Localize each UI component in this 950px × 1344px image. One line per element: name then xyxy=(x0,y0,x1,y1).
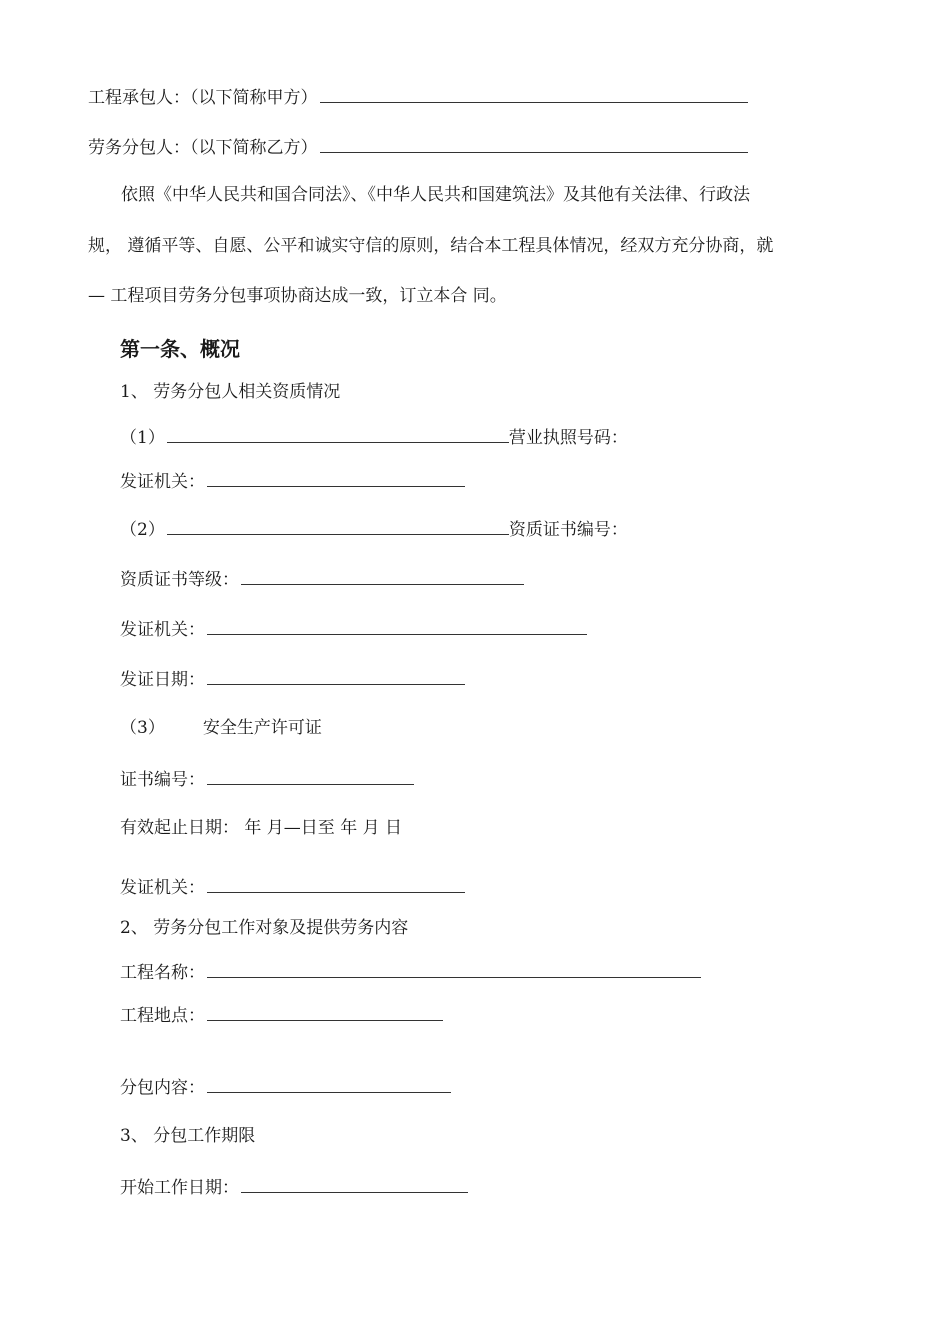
item-3-cert-no-blank[interactable] xyxy=(207,768,414,785)
item-3-cert-no-label: 证书编号： xyxy=(120,770,205,790)
qualification-cert-no-label: 资质证书编号： xyxy=(508,520,628,540)
business-license-label: 营业执照号码： xyxy=(508,428,628,448)
item-3-cert-no-line xyxy=(120,768,414,790)
item-1-blank[interactable] xyxy=(167,426,509,443)
item-2-date-blank[interactable] xyxy=(207,668,465,685)
preamble-line-2: 规， 遵循平等、自愿、公平和诚实守信的原则，结合本工程具体情况，经双方充分协商，就 xyxy=(88,236,774,256)
item-3-line xyxy=(120,718,322,738)
subcontract-content-label: 分包内容： xyxy=(120,1078,205,1098)
start-date-label: 开始工作日期： xyxy=(120,1178,239,1198)
party-b-label: 劳务分包人：（以下简称乙方） xyxy=(88,138,318,158)
project-location-line xyxy=(120,1004,443,1026)
item-3-authority-blank[interactable] xyxy=(207,876,465,893)
preamble-line-3: — 工程项目劳务分包事项协商达成一致，订立本合 同。 xyxy=(88,286,507,306)
party-a-line xyxy=(88,86,748,108)
item-3-authority-label: 发证机关： xyxy=(120,878,205,898)
item-2-authority-label: 发证机关： xyxy=(120,620,205,640)
party-b-line xyxy=(88,136,748,158)
item-2-authority-line xyxy=(120,618,587,640)
item-2-grade-label: 资质证书等级： xyxy=(120,570,239,590)
start-date-line xyxy=(120,1176,468,1198)
project-name-line xyxy=(120,961,701,983)
project-location-label: 工程地点： xyxy=(120,1006,205,1026)
item-2-prefix: （2） xyxy=(120,520,165,540)
item-1-authority-line xyxy=(120,470,465,492)
item-2-date-line xyxy=(120,668,465,690)
item-2-blank[interactable] xyxy=(167,518,509,535)
section-2-title: 2、 劳务分包工作对象及提供劳务内容 xyxy=(120,918,409,938)
section-3-title: 3、 分包工作期限 xyxy=(120,1126,256,1146)
item-3-authority-line xyxy=(120,876,465,898)
party-b-blank[interactable] xyxy=(320,136,748,153)
item-2-authority-blank[interactable] xyxy=(207,618,587,635)
item-1-authority-blank[interactable] xyxy=(207,470,465,487)
party-a-label: 工程承包人：（以下简称甲方） xyxy=(88,88,318,108)
party-a-blank[interactable] xyxy=(320,86,748,103)
subcontract-content-blank[interactable] xyxy=(207,1076,451,1093)
start-date-blank[interactable] xyxy=(241,1176,468,1193)
item-3-prefix: （3） xyxy=(120,718,165,738)
section-1-title: 1、 劳务分包人相关资质情况 xyxy=(120,382,341,402)
item-1-authority-label: 发证机关： xyxy=(120,472,205,492)
article-1-heading: 第一条、概况 xyxy=(120,337,240,361)
preamble-line-1: 依照《中华人民共和国合同法》、《中华人民共和国建筑法》及其他有关法律、行政法 xyxy=(121,185,750,205)
item-2-grade-blank[interactable] xyxy=(241,568,524,585)
project-location-blank[interactable] xyxy=(207,1004,443,1021)
item-1-prefix: （1） xyxy=(120,428,165,448)
item-3-title: 安全生产许可证 xyxy=(202,718,322,738)
item-1-line xyxy=(120,426,628,448)
item-2-date-label: 发证日期： xyxy=(120,670,205,690)
subcontract-content-line xyxy=(120,1076,451,1098)
project-name-label: 工程名称： xyxy=(120,963,205,983)
item-2-grade-line xyxy=(120,568,524,590)
project-name-blank[interactable] xyxy=(207,961,701,978)
item-2-line xyxy=(120,518,628,540)
item-3-validity-line: 有效起止日期： 年 月—日至 年 月 日 xyxy=(120,818,403,838)
